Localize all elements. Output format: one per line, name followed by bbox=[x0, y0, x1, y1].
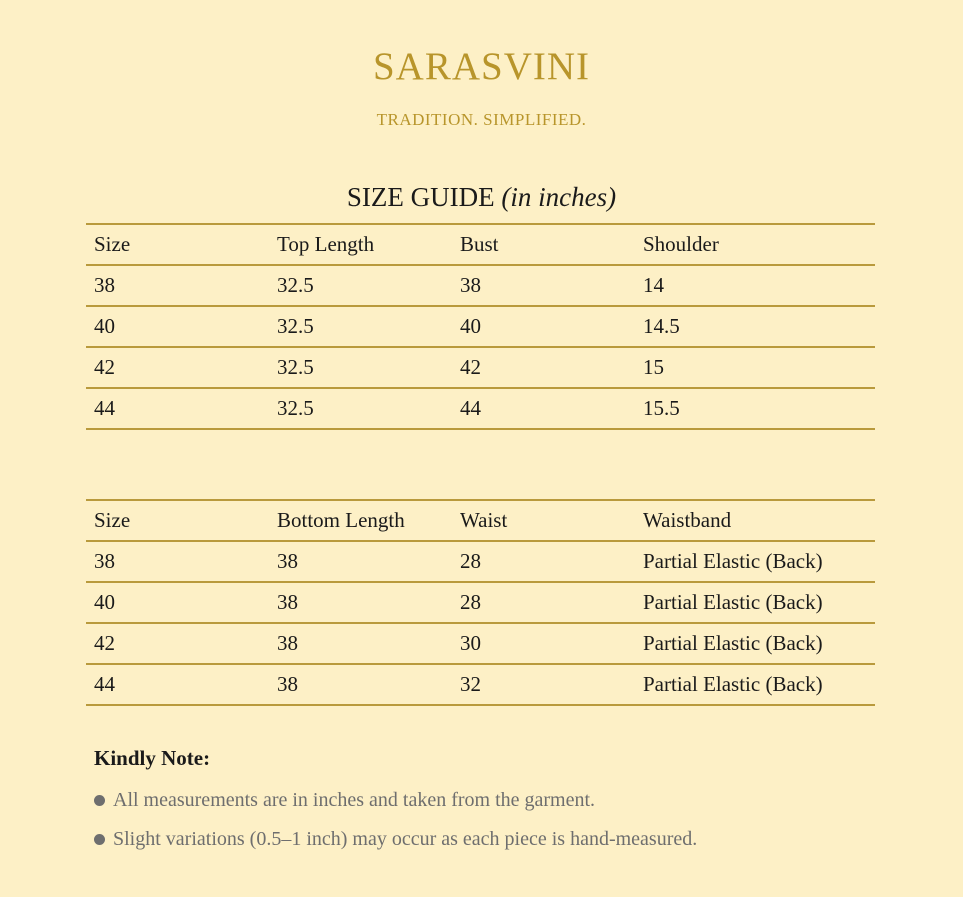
table-cell: 42 bbox=[86, 347, 269, 388]
bullet-icon bbox=[94, 795, 105, 806]
table-cell: 38 bbox=[86, 265, 269, 306]
table-cell: 38 bbox=[269, 664, 452, 705]
size-guide-title-text: SIZE GUIDE bbox=[346, 182, 495, 212]
table-row bbox=[86, 306, 875, 347]
note-item bbox=[94, 789, 595, 812]
table-header-row bbox=[86, 500, 875, 541]
brand-name: SARASVINI bbox=[372, 45, 591, 88]
size-guide-unit-note: (in inches) bbox=[501, 182, 617, 212]
table-cell: 38 bbox=[86, 541, 269, 582]
table-cell: 28 bbox=[452, 541, 635, 582]
table-row bbox=[86, 265, 875, 306]
table-cell: 15.5 bbox=[635, 388, 875, 429]
note-heading: Kindly Note: bbox=[94, 746, 211, 770]
column-header-shoulder: Shoulder bbox=[635, 224, 875, 265]
column-header-waistband: Waistband bbox=[635, 500, 875, 541]
table-cell: 40 bbox=[86, 306, 269, 347]
table-row bbox=[86, 388, 875, 429]
column-header-top-length: Top Length bbox=[269, 224, 452, 265]
column-header-waist: Waist bbox=[452, 500, 635, 541]
table-cell: 32 bbox=[452, 664, 635, 705]
column-header-size: Size bbox=[86, 500, 269, 541]
table-cell: Partial Elastic (Back) bbox=[635, 582, 875, 623]
table-cell: 38 bbox=[269, 623, 452, 664]
column-header-size: Size bbox=[86, 224, 269, 265]
top-size-table bbox=[86, 223, 875, 430]
table-row bbox=[86, 541, 875, 582]
note-item bbox=[94, 828, 697, 851]
table-cell: 30 bbox=[452, 623, 635, 664]
table-cell: 15 bbox=[635, 347, 875, 388]
table-cell: 14 bbox=[635, 265, 875, 306]
table-cell: 44 bbox=[86, 388, 269, 429]
table-cell: 42 bbox=[452, 347, 635, 388]
table-cell: Partial Elastic (Back) bbox=[635, 664, 875, 705]
table-cell: 32.5 bbox=[269, 347, 452, 388]
table-row bbox=[86, 664, 875, 705]
table-cell: 38 bbox=[269, 541, 452, 582]
table-cell: 44 bbox=[86, 664, 269, 705]
table-cell: 40 bbox=[452, 306, 635, 347]
note-text: Slight variations (0.5–1 inch) may occur as each piece is hand-measured. bbox=[113, 828, 698, 850]
table-cell: 38 bbox=[452, 265, 635, 306]
table-row bbox=[86, 582, 875, 623]
table-cell: 32.5 bbox=[269, 265, 452, 306]
column-header-bust: Bust bbox=[452, 224, 635, 265]
note-text: All measurements are in inches and taken from the garment. bbox=[113, 789, 596, 811]
bullet-icon bbox=[94, 834, 105, 845]
table-cell: 28 bbox=[452, 582, 635, 623]
table-cell: 42 bbox=[86, 623, 269, 664]
table-cell: 32.5 bbox=[269, 388, 452, 429]
table-row bbox=[86, 347, 875, 388]
table-cell: 44 bbox=[452, 388, 635, 429]
table-cell: Partial Elastic (Back) bbox=[635, 623, 875, 664]
table-cell: 32.5 bbox=[269, 306, 452, 347]
size-guide-title bbox=[0, 182, 963, 213]
column-header-bottom-length: Bottom Length bbox=[269, 500, 452, 541]
table-header-row bbox=[86, 224, 875, 265]
bottom-size-table bbox=[86, 499, 875, 706]
table-cell: 40 bbox=[86, 582, 269, 623]
table-cell: Partial Elastic (Back) bbox=[635, 541, 875, 582]
brand-tagline: TRADITION. SIMPLIFIED. bbox=[376, 110, 587, 129]
table-row bbox=[86, 623, 875, 664]
table-cell: 14.5 bbox=[635, 306, 875, 347]
table-cell: 38 bbox=[269, 582, 452, 623]
